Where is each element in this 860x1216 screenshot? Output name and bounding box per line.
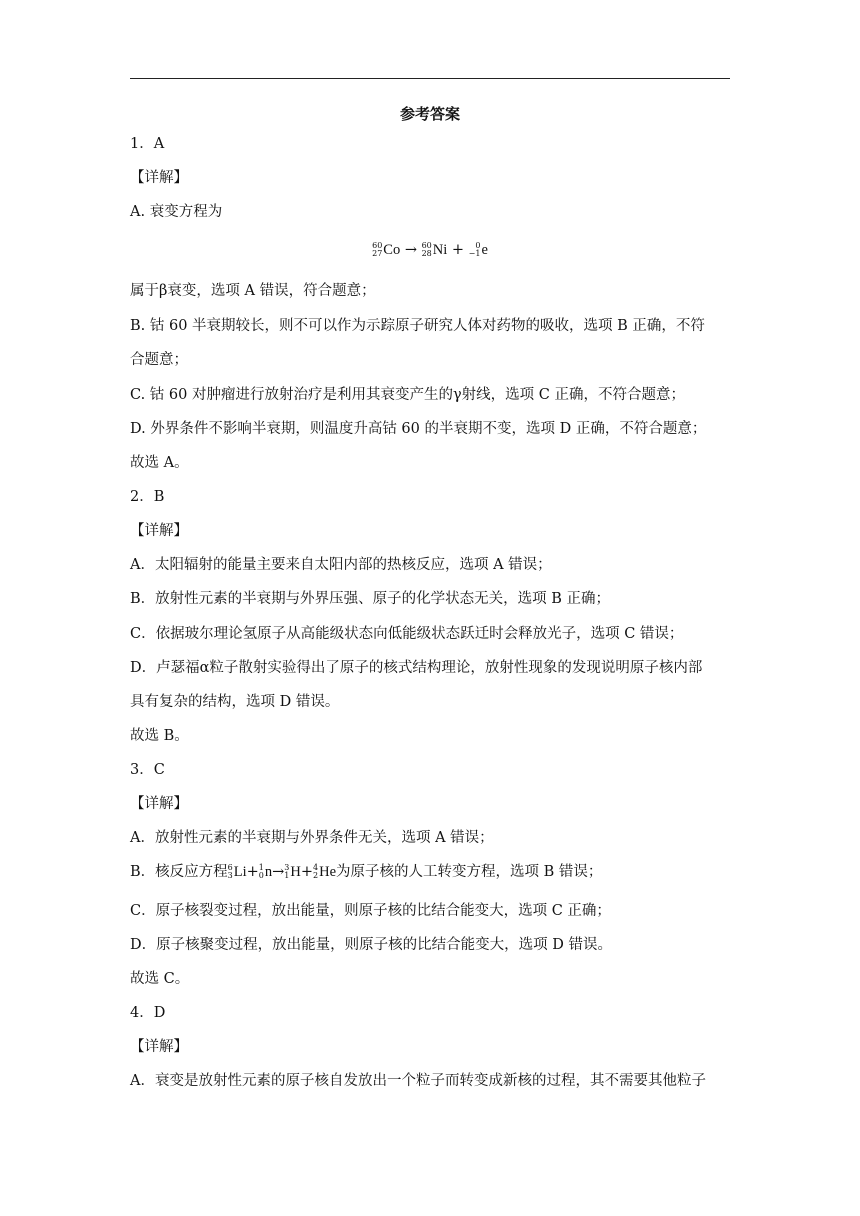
q1-decay-equation — [130, 240, 730, 260]
plus: + — [451, 242, 465, 258]
q3-detail-heading: 【详解】 — [130, 796, 188, 812]
q1-option-a-intro: A. 衰变方程为 — [130, 204, 223, 220]
q1-option-b-line2: 合题意； — [130, 352, 188, 368]
q3-option-b-prefix: B．核反应方程 — [130, 864, 228, 880]
q2-option-d-line1: D．卢瑟福α粒子散射实验得出了原子的核式结构理论，放射性现象的发现说明原子核内部 — [130, 660, 703, 676]
q3-answer: 3．C — [130, 762, 165, 778]
nuclide-li: 6 3 Li — [227, 863, 247, 880]
nuclide-ni: 60 28 Ni — [421, 241, 448, 258]
q1-option-c: C. 钴 60 对肿瘤进行放射治疗是利用其衰变产生的γ射线，选项 C 正确，不符合题意； — [130, 387, 685, 403]
q2-option-d-line2: 具有复杂的结构，选项 D 错误。 — [130, 694, 340, 710]
q4-answer: 4．D — [130, 1005, 166, 1021]
q1-option-a-conclusion: 属于β衰变，选项 A 错误，符合题意； — [130, 283, 376, 299]
plus: + — [300, 864, 314, 880]
q2-option-a: A．太阳辐射的能量主要来自太阳内部的热核反应，选项 A 错误； — [130, 557, 552, 573]
q4-option-a: A．衰变是放射性元素的原子核自发放出一个粒子而转变成新核的过程，其不需要其他粒子 — [130, 1073, 706, 1089]
q2-option-c: C．依据玻尔理论氢原子从高能级状态向低能级状态跃迁时会释放光子，选项 C 错误； — [130, 626, 684, 642]
q3-option-c: C．原子核裂变过程，放出能量，则原子核的比结合能变大，选项 C 正确； — [130, 903, 611, 919]
q3-option-a: A．放射性元素的半衰期与外界条件无关，选项 A 错误； — [130, 830, 494, 846]
q1-answer: 1．A — [130, 136, 165, 152]
q1-conclusion: 故选 A。 — [130, 455, 189, 471]
arrow: → — [272, 864, 285, 880]
particle-n: 1 0 n — [258, 863, 273, 880]
nuclide-he: 4 2 He — [313, 863, 337, 880]
arrow: → — [404, 242, 417, 258]
q2-conclusion: 故选 B。 — [130, 728, 189, 744]
q4-detail-heading: 【详解】 — [130, 1039, 188, 1055]
page-title: 参考答案 — [399, 105, 460, 123]
q1-option-b-line1: B. 钴 60 半衰期较长，则不可以作为示踪原子研究人体对药物的吸收，选项 B 正确，不符 — [130, 318, 705, 334]
q3-conclusion: 故选 C。 — [130, 971, 190, 987]
q2-answer: 2．B — [130, 489, 165, 505]
particle-e: 0 −1 e — [468, 241, 488, 258]
plus: + — [246, 864, 259, 880]
q3-option-b-suffix: 为原子核的人工转变方程，选项 B 错误； — [336, 864, 603, 880]
q2-option-b: B．放射性元素的半衰期与外界压强、原子的化学状态无关，选项 B 正确； — [130, 591, 611, 607]
q1-detail-heading: 【详解】 — [130, 170, 188, 186]
nuclide-co: 60 27 Co — [372, 241, 401, 258]
q1-option-d: D. 外界条件不影响半衰期，则温度升高钴 60 的半衰期不变，选项 D 正确，不符合题意； — [130, 421, 707, 437]
q3-option-b — [130, 862, 730, 882]
q3-option-d: D．原子核聚变过程，放出能量，则原子核的比结合能变大，选项 D 错误。 — [130, 937, 612, 953]
header-rule — [130, 78, 730, 79]
nuclide-h: 3 1 H — [284, 863, 301, 880]
q2-detail-heading: 【详解】 — [130, 523, 188, 539]
